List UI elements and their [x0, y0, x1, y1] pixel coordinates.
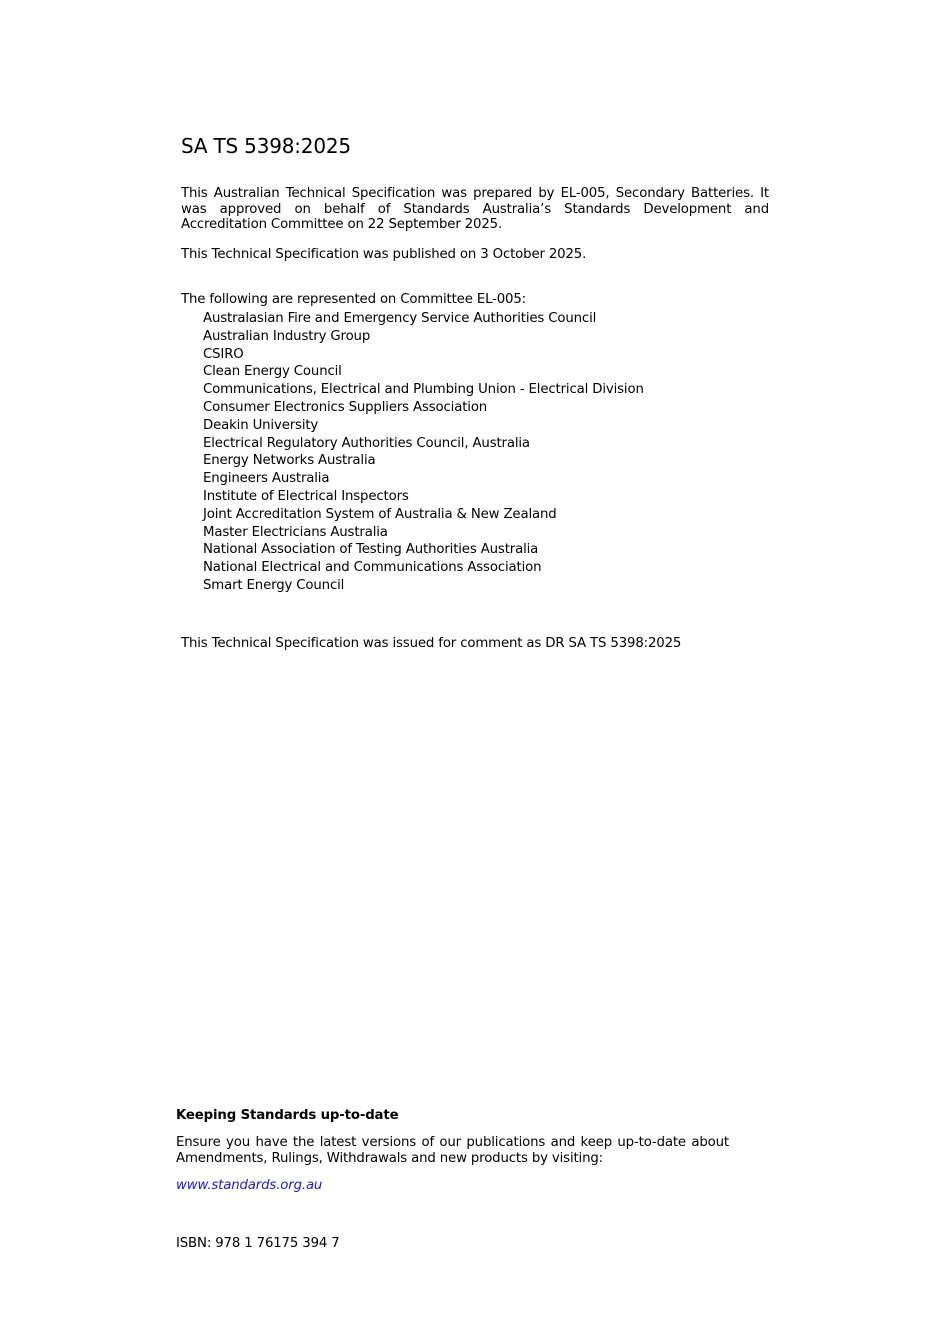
preparation-statement: This Australian Technical Specification was prepared by EL-005, Secondary Batteries. It was approved on behalf of Standards Australia’s Standards Development and Accreditation Committee on 22 September 2025. [181, 186, 769, 232]
document-title: SA TS 5398:2025 [181, 134, 351, 158]
committee-member: Institute of Electrical Inspectors [203, 488, 409, 504]
publication-statement: This Technical Specification was published on 3 October 2025. [181, 247, 587, 262]
keeping-standards-body: Ensure you have the latest versions of our publications and keep up-to-date about Amendments, Rulings, Withdrawals and new products by visiting: [176, 1135, 729, 1166]
keeping-standards-heading: Keeping Standards up-to-date [176, 1108, 399, 1123]
committee-member: Australian Industry Group [203, 328, 371, 344]
committee-member: Electrical Regulatory Authorities Council, Australia [203, 435, 530, 451]
committee-member: National Association of Testing Authorities Australia [203, 542, 539, 558]
comment-statement: This Technical Specification was issued for comment as DR SA TS 5398:2025 [181, 636, 682, 651]
committee-member: Australasian Fire and Emergency Service Authorities Council [203, 311, 597, 326]
committee-member: Consumer Electronics Suppliers Association [203, 399, 488, 415]
committee-member: CSIRO [203, 346, 244, 362]
committee-member: Engineers Australia [203, 471, 330, 487]
committee-member: Smart Energy Council [203, 577, 345, 593]
committee-heading: The following are represented on Committee EL-005: [181, 292, 526, 307]
isbn: ISBN: 978 1 76175 394 7 [176, 1236, 340, 1251]
committee-member: National Electrical and Communications Association [203, 560, 542, 576]
committee-member: Deakin University [203, 417, 319, 433]
committee-member: Energy Networks Australia [203, 453, 376, 469]
committee-member: Communications, Electrical and Plumbing Union - Electrical Division [203, 382, 644, 398]
committee-member: Joint Accreditation System of Australia & New Zealand [203, 506, 557, 522]
committee-member: Master Electricians Australia [203, 524, 388, 540]
standards-website-link[interactable]: www.standards.org.au [176, 1178, 323, 1193]
committee-member-list [203, 310, 644, 595]
committee-member: Clean Energy Council [203, 364, 342, 380]
